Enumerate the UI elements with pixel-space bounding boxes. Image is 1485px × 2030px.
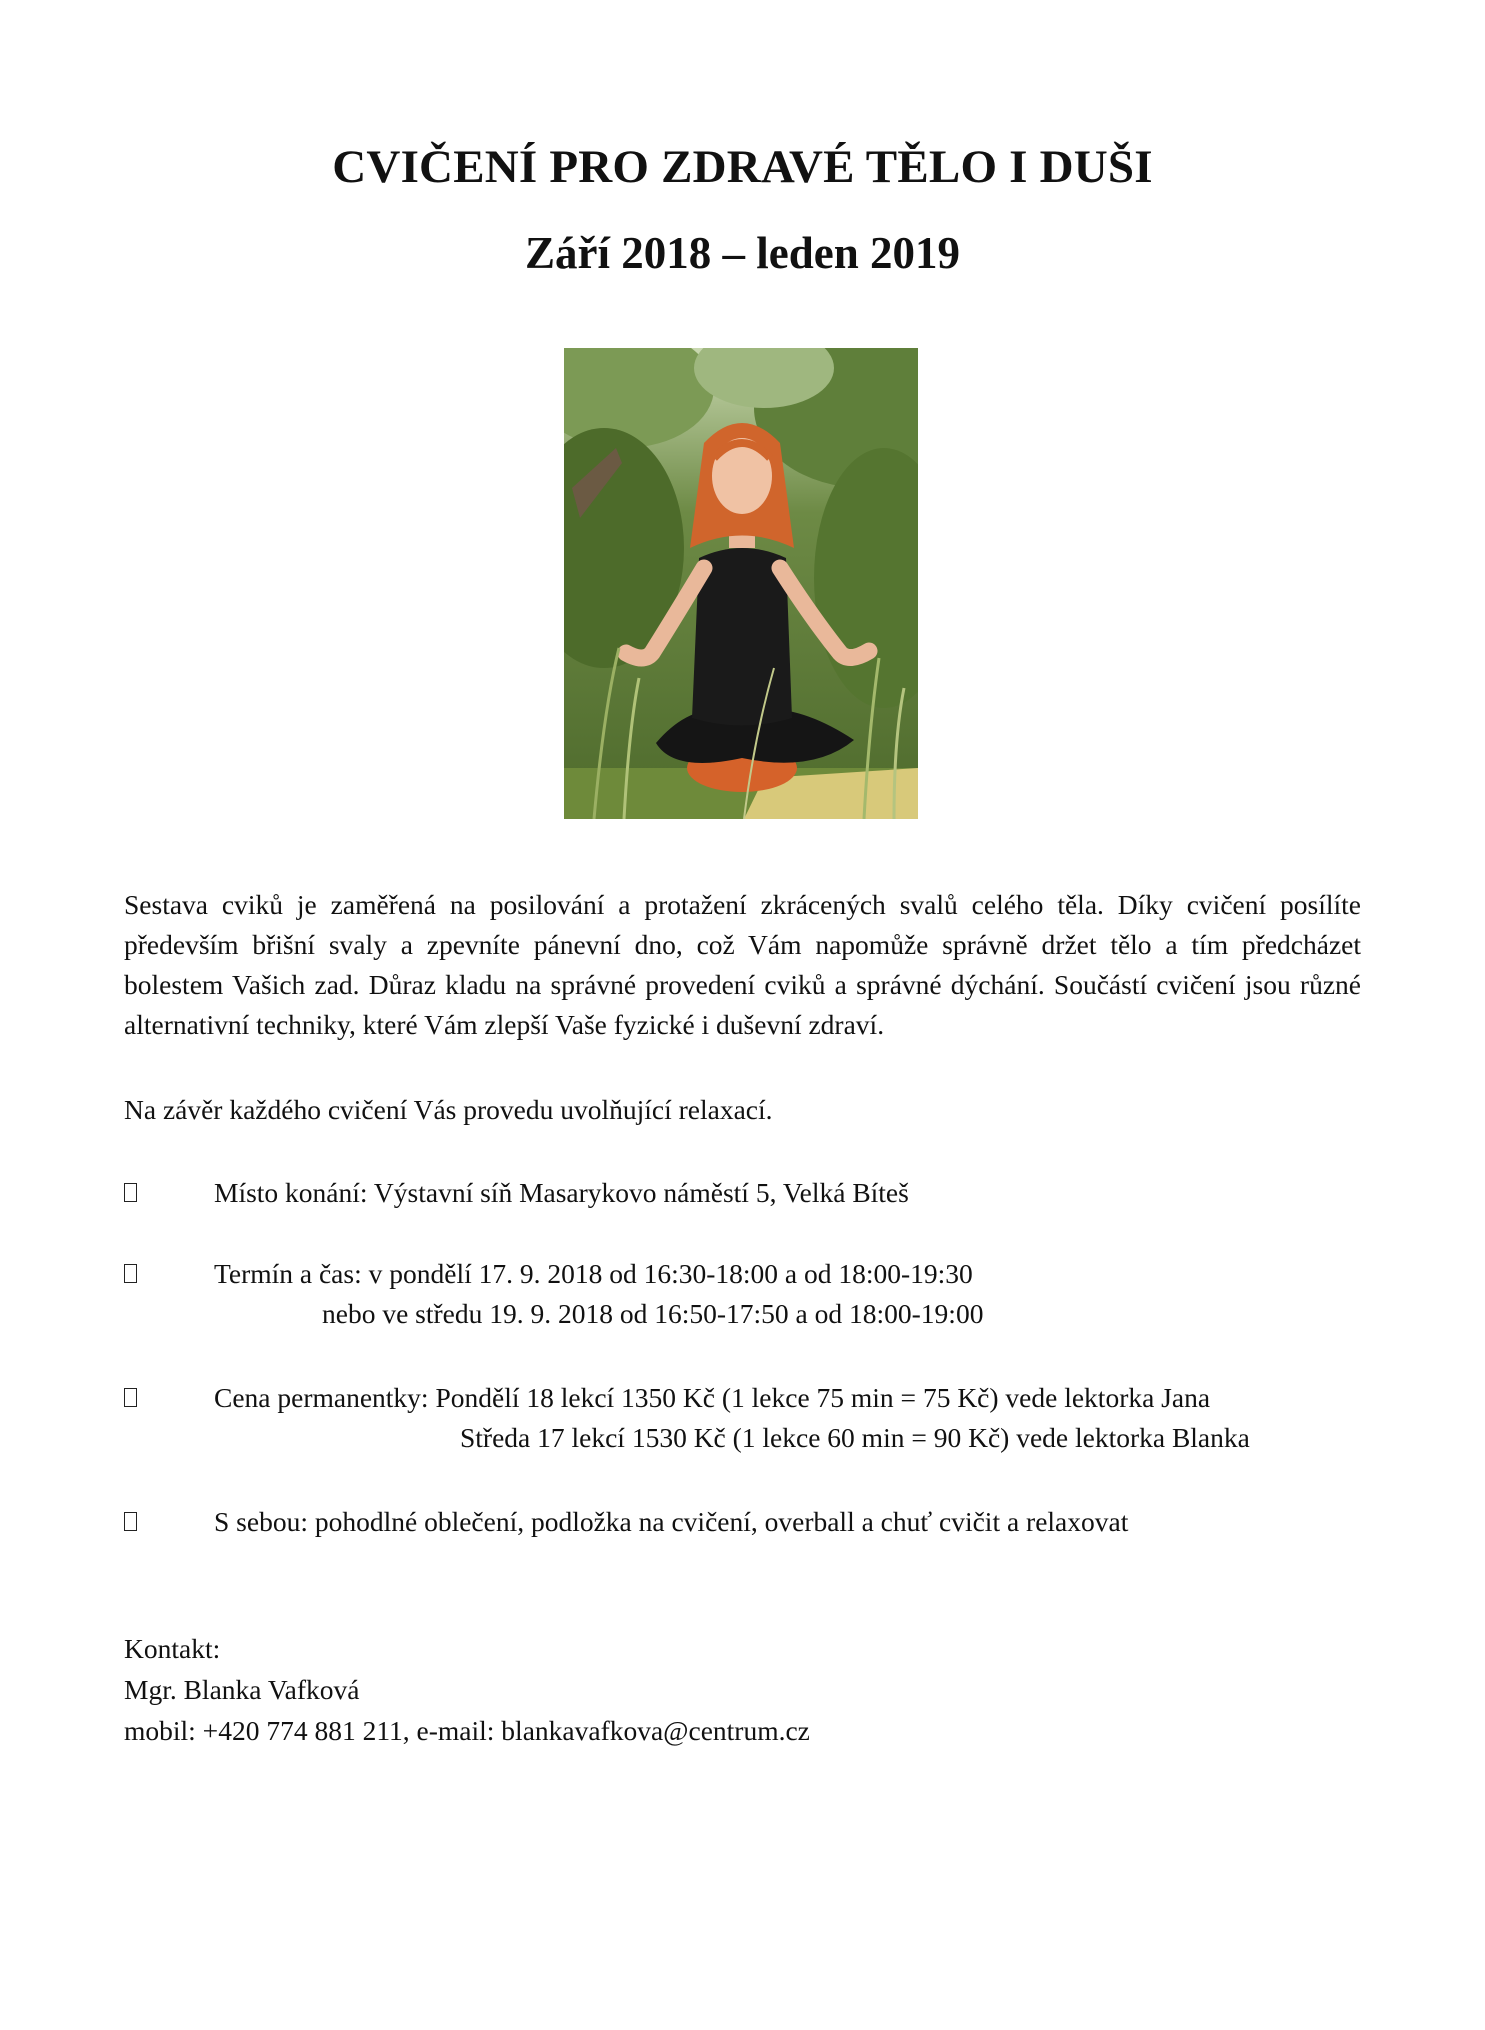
relax-section <box>124 1090 1361 1130</box>
list-item <box>124 1254 1361 1334</box>
checkbox-bullet-icon <box>124 1264 137 1283</box>
contact-details: mobil: +420 774 881 211, e-mail: blankavafkova@centrum.cz <box>124 1715 810 1746</box>
list-item <box>124 1173 1361 1213</box>
schedule-line-2: nebo ve středu 19. 9. 2018 od 16:50-17:50 a od 18:00-19:00 <box>322 1298 984 1329</box>
bullet-price <box>214 1378 1250 1458</box>
contact-name: Mgr. Blanka Vafková <box>124 1674 360 1705</box>
contact-block <box>124 1628 810 1751</box>
document-subtitle: Září 2018 – leden 2019 <box>525 228 960 278</box>
price-line-2: Středa 17 lekcí 1530 Kč (1 lekce 60 min = 90 Kč) vede lektorka Blanka <box>460 1422 1250 1453</box>
intro-section <box>124 885 1361 1045</box>
list-item <box>124 1378 1361 1458</box>
relax-paragraph: Na závěr každého cvičení Vás provedu uvolňující relaxací. <box>124 1094 773 1125</box>
intro-paragraph: Sestava cviků je zaměřená na posilování a protažení zkrácených svalů celého těla. Díky cvičení posílíte především břišní svaly a zpevníte pánevní dno, což Vám napomůže správně držet tělo a tím předcházet bolestem Vašich zad. Důraz kladu na správné provedení cviků a správné dýchání. Součástí cvičení jsou různé alternativní techniky, které Vám zlepší Vaše fyzické i duševní zdraví. <box>124 889 1361 1040</box>
checkbox-bullet-icon <box>124 1512 137 1531</box>
bullet-schedule <box>214 1254 983 1334</box>
bullet-bring: S sebou: pohodlné oblečení, podložka na cvičení, overball a chuť cvičit a relaxovat <box>214 1506 1129 1537</box>
document-title: CVIČENÍ PRO ZDRAVÉ TĚLO I DUŠI <box>332 141 1153 193</box>
schedule-line-1: Termín a čas: v pondělí 17. 9. 2018 od 16:30-18:00 a od 18:00-19:30 <box>214 1258 973 1289</box>
price-line-1: Cena permanentky: Pondělí 18 lekcí 1350 Kč (1 lekce 75 min = 75 Kč) vede lektorka Jana <box>214 1382 1211 1413</box>
checkbox-bullet-icon <box>124 1388 137 1407</box>
yoga-photo <box>564 348 918 819</box>
contact-heading: Kontakt: <box>124 1633 221 1664</box>
bullet-venue: Místo konání: Výstavní síň Masarykovo náměstí 5, Velká Bíteš <box>214 1177 909 1208</box>
checkbox-bullet-icon <box>124 1183 137 1202</box>
list-item <box>124 1502 1361 1542</box>
